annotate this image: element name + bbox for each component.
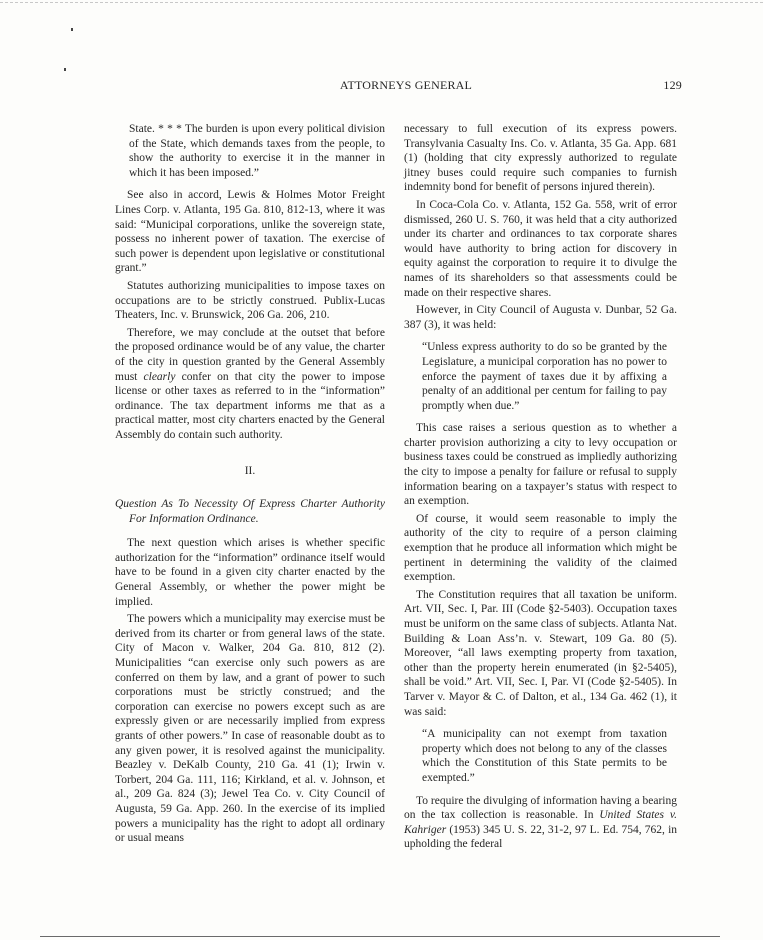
section-number: II.: [244, 465, 256, 478]
paragraph: In Coca-Cola Co. v. Atlanta, 152 Ga. 558, writ of error dismissed, 260 U. S. 760, it was held that a city authorized under its charter and ordinances to tax corporate shares would have authority to bring action for discovery in equity against the corporation to require it to divulge the names of its shareholders so that assessments could be made on their respective shares.: [404, 198, 677, 299]
paragraph: [115, 326, 385, 443]
quote-continuation: State. * * * The burden is upon every political division of the State, which demands taxes from the people, to show the authority to exercise it in the manner in which it has been imposed.”: [129, 123, 385, 179]
paragraph: See also in accord, Lewis & Holmes Motor Freight Lines Corp. v. Atlanta, 195 Ga. 810, 812-13, where it was said: “Municipal corporations, unlike the sovereign state, possess no inherent power of taxation. The exercise of such power is dependent upon legislative or constitutional grant.”: [115, 189, 385, 275]
paragraph-text: To require the divulging of information having a bearing on the tax collection is reasonable. In: [404, 794, 677, 822]
running-title: ATTORNEYS GENERAL: [339, 78, 473, 92]
paragraph: The powers which a municipality may exercise must be derived from its charter or from general laws of the state. City of Macon v. Walker, 204 Ga. 810, 812 (2). Municipalities “can exercise only such powers as are conferred on them by law, and a grant of power to such corporations must be strictly construed; and the corporation can exercise no powers except such as are expressly given or are necessarily implied from express grants of other powers.” In case of reasonable doubt as to any given power, it is resolved against the municipality. Beazley v. DeKalb County, 210 Ga. 41 (1); Irwin v. Torbert, 204 Ga. 111, 116; Kirkland, et al. v. Johnson, et al., 209 Ga. 824 (3); Jewel Tea Co. v. City Council of Augusta, 59 Ga. App. 260. In the exercise of its implied powers a municipality has the right to adopt all ordinary or usual means: [115, 613, 385, 845]
paragraph: The next question which arises is whether specific authorization for the “information” ordinance itself would have to be found in a given city charter enacted by the General Assembly, or whether the power might be implied.: [115, 537, 385, 608]
paragraph: Statutes authorizing municipalities to impose taxes on occupations are to be strictly construed. Publix-Lucas Theaters, Inc. v. Brunswick, 206 Ga. 206, 210.: [115, 279, 385, 322]
paragraph-text: Therefore, we may conclude at the outset that before the proposed ordinance would be of any value, the charter of the city in question granted by the General Assembly must: [115, 326, 385, 383]
paragraph: necessary to full execution of its express powers. Transylvania Casualty Ins. Co. v. Atlanta, 35 Ga. App. 681 (1) (holding that city expressly authorized to regulate jitney buses could require such companies to furnish indemnity bond for benefit of persons injured therein).: [404, 123, 677, 194]
paragraph: Of course, it would seem reasonable to imply the authority of the city to require of a person claiming exemption that he produce all information which might be pertinent in determining the validity of the claimed exemption.: [404, 512, 677, 584]
paragraph-text: (1953) 345 U. S. 22, 31-2, 97 L. Ed. 754, 762, in upholding the federal: [404, 823, 678, 851]
paragraph: This case raises a serious question as to whether a charter provision authorizing a city to levy occupation or business taxes could be construed as impliedly authorizing the city to impose a penalty for failure or refusal to supply information bearing on a taxpayer’s status with respect to an exemption.: [404, 422, 677, 508]
paragraph: The Constitution requires that all taxation be uniform. Art. VII, Sec. I, Par. III (Code §2-5403). Occupation taxes must be uniform on the same class of subjects. Atlanta Nat. Building & Loan Ass’n. v. Stewart, 109 Ga. 80 (5). Moreover, “all laws exempting property from taxation, other than the property herein enumerated (in §2-5405), shall be void.” Art. VII, Sec. I, Par. VI (Code §2-5405). In Tarver v. Mayor & C. of Dalton, et al., 134 Ga. 462 (1), it was said:: [404, 588, 677, 718]
right-column: [404, 122, 677, 855]
left-column: [115, 122, 385, 849]
scan-speck: [64, 68, 66, 71]
emphasis: clearly: [143, 370, 176, 383]
block-quote: “A municipality can not exempt from taxation property which does not belong to any of the classes which the Constitution of this State permits to be exempted.”: [422, 728, 667, 784]
scan-speck: [71, 28, 73, 31]
paragraph: [404, 794, 677, 852]
block-quote: “Unless express authority to do so be granted by the Legislature, a municipal corporation has no power to enforce the payment of taxes due it by affixing a penalty of an additional per centum for failing to pay promptly when due.”: [422, 341, 667, 412]
page-number: 129: [663, 78, 682, 92]
section-title: Question As To Necessity Of Express Charter Authority For Information Ordinance.: [115, 498, 385, 525]
paragraph-text: confer on that city the power to impose license or other taxes as referred to in the “information” ordinance. The tax department informs me that as a practical matter, most city charters enacted by the General Assembly do contain such authority.: [115, 370, 386, 441]
bottom-scan-edge: [40, 936, 720, 937]
page-header: [130, 78, 682, 94]
case-name: United States v. Kahriger: [404, 809, 678, 836]
top-scan-edge: [0, 2, 763, 3]
paragraph: However, in City Council of Augusta v. Dunbar, 52 Ga. 387 (3), it was held:: [404, 304, 677, 331]
